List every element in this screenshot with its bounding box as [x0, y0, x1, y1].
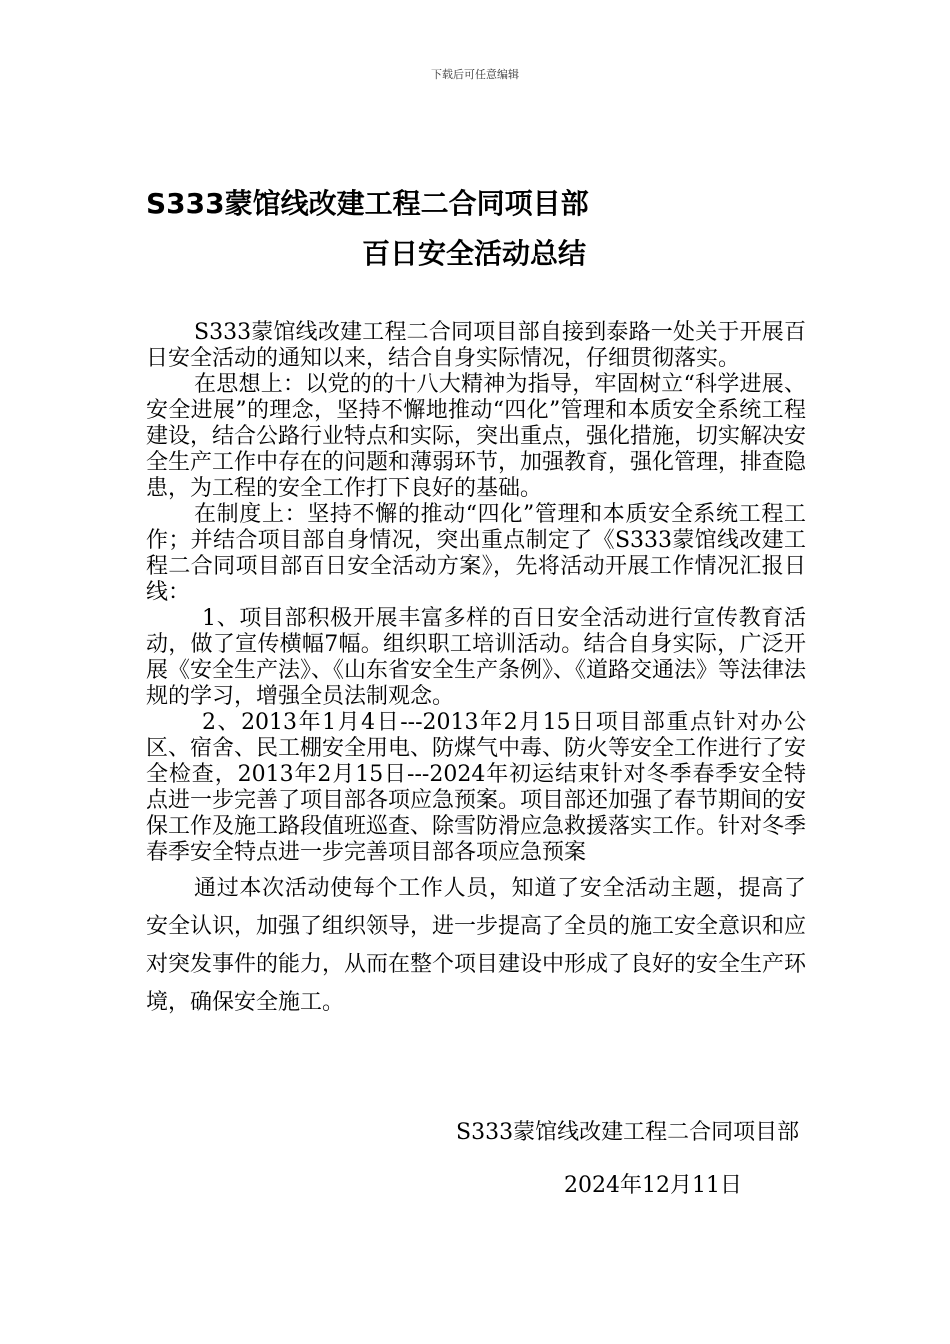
document-body — [146, 320, 806, 1022]
paragraph-item-1: 1、项目部积极开展丰富多样的百日安全活动进行宣传教育活动，做了宣传横幅7幅。组织职工培训活动。结合自身实际，广泛开展《安全生产法》、《山东省安全生产条例》、《道路交通法》等法律法规的学习，增强全员法制观念。 — [146, 606, 807, 709]
document-title-line2: 百日安全活动总结 — [362, 237, 587, 270]
header-note: 下载后可任意编辑 — [431, 68, 519, 81]
signature-org-text: S333蒙馆线改建工程二合同项目部 — [456, 1120, 800, 1145]
paragraph-intro: S333蒙馆线改建工程二合同项目部自接到泰路一处关于开展百日安全活动的通知以来，结合自身实际情况，仔细贯彻落实。 — [146, 320, 806, 371]
signature-organization — [456, 1120, 801, 1146]
paragraph-conclusion: 通过本次活动使每个工作人员，知道了安全活动主题，提高了安全认识，加强了组织领导，进一步提高了全员的施工安全意识和应对突发事件的能力，从而在整个项目建设中形成了良好的安全生产环境，确保安全施工。 — [146, 876, 807, 1015]
signature-date: 2024年12月11日 — [564, 1173, 742, 1198]
paragraph-item-2: 2、2013年1月4日---2013年2月15日项目部重点针对办公区、宿舍、民工棚安全用电、防煤气中毒、防火等安全工作进行了安全检查，2013年2月15日---2024年初运结束针对冬季春季安全特点进一步完善了项目部各项应急预案。项目部还加强了春节期间的安保工作及施工路段值班巡查、除雪防滑应急救援落实工作。针对冬季春季安全特点进一步完善项目部各项应急预案 — [146, 710, 807, 865]
document-title-line1: S333蒙馆线改建工程二合同项目部 — [146, 187, 589, 220]
paragraph-thinking: 在思想上：以党的的十八大精神为指导，牢固树立“科学进展、安全进展”的理念，坚持不懈地推动“四化”管理和本质安全系统工程建设，结合公路行业特点和实际，突出重点，强化措施，切实解决安全生产工作中存在的问题和薄弱环节，加强教育，强化管理，排查隐患，为工程的安全工作打下良好的基础。 — [146, 372, 807, 501]
paragraph-system: 在制度上：坚持不懈的推动“四化”管理和本质安全系统工程工作；并结合项目部自身情况，突出重点制定了《S333蒙馆线改建工程二合同项目部百日安全活动方案》，先将活动开展工作情况汇报日线： — [146, 502, 806, 605]
